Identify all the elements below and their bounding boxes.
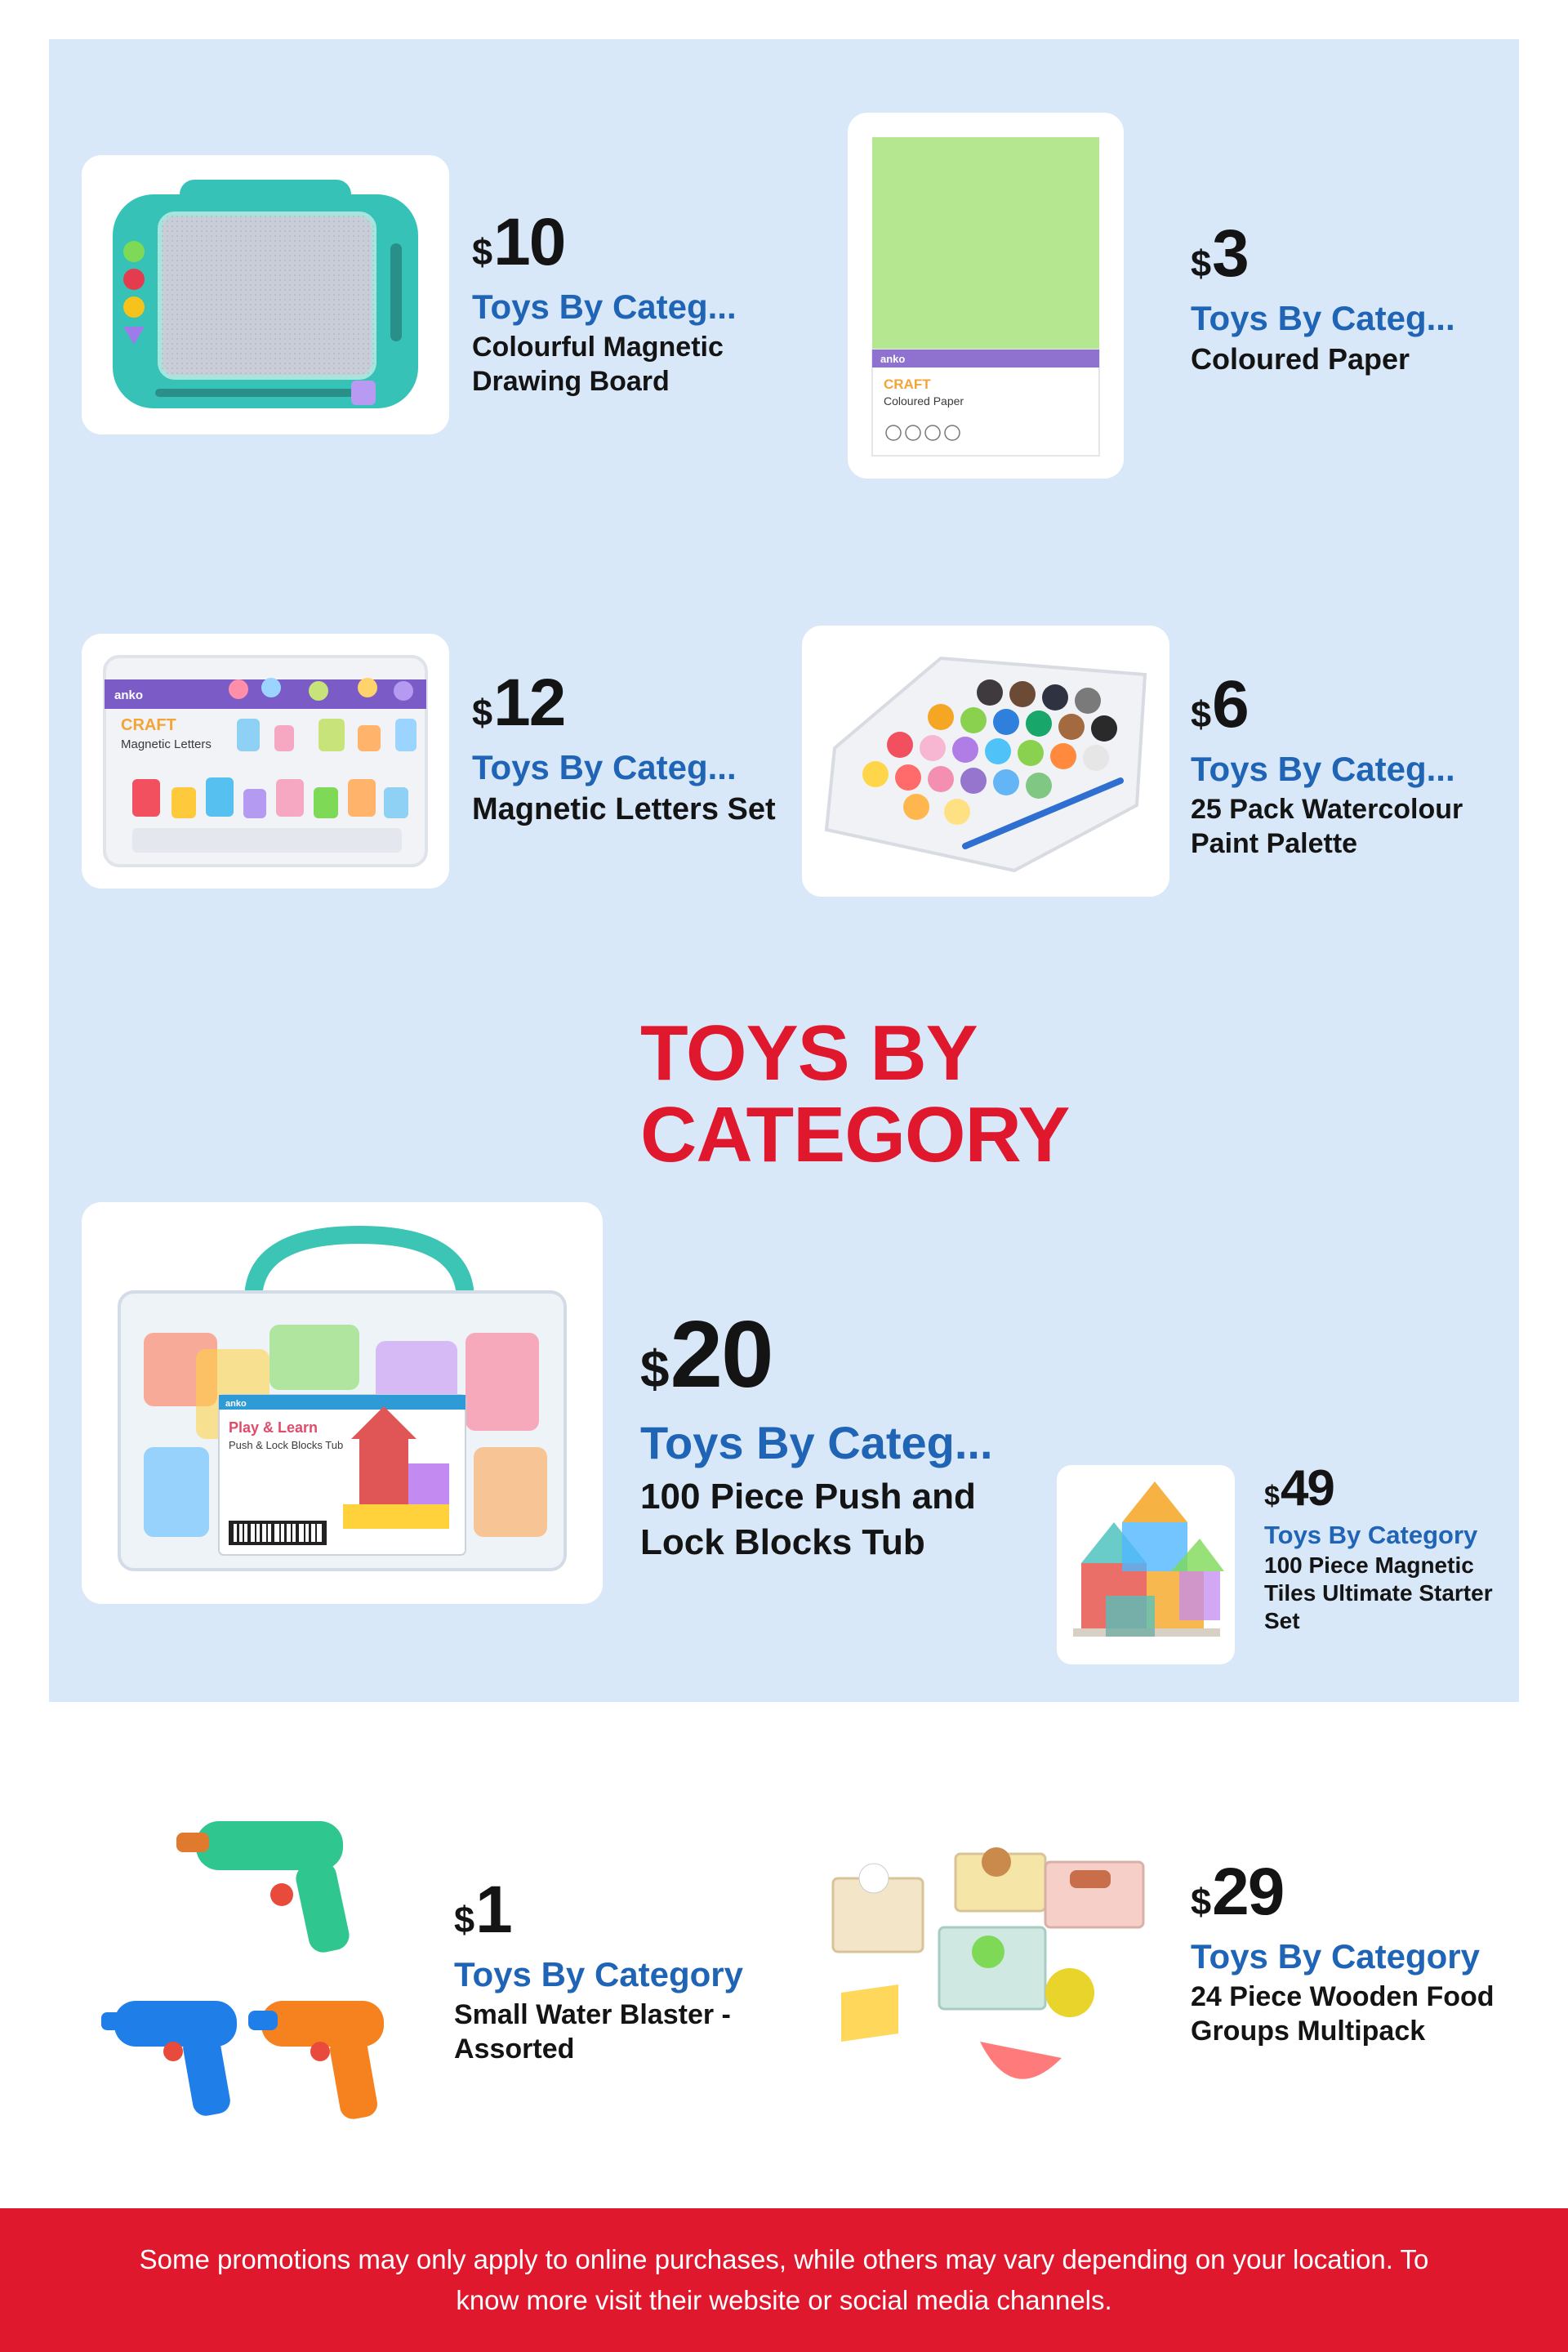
product-image-card[interactable] — [82, 634, 449, 889]
wooden-food-image — [825, 1829, 1152, 2115]
product-info — [1264, 1460, 1519, 1635]
product-name[interactable]: Coloured Paper — [1191, 342, 1410, 376]
product-name[interactable]: Colourful Magnetic Drawing Board — [472, 332, 724, 397]
product-image-card[interactable] — [82, 155, 449, 434]
product-name[interactable]: 100 Piece Push and Lock Blocks Tub — [640, 1477, 976, 1562]
watercolour-palette-image — [802, 626, 1169, 897]
product-image-card[interactable] — [848, 113, 1124, 479]
category-link[interactable]: Toys By Categ... — [472, 748, 737, 786]
price: $ 10 — [472, 205, 565, 279]
magnetic-drawing-board-image — [82, 155, 449, 434]
disclaimer-footer — [0, 2208, 1568, 2352]
product-info — [472, 666, 815, 828]
category-link[interactable]: Toys By Categ... — [1191, 299, 1455, 337]
category-link[interactable]: Toys By Categ... — [640, 1417, 993, 1468]
product-image[interactable] — [98, 1797, 416, 2140]
product-image-card[interactable] — [1057, 1465, 1235, 1664]
blocks-tub-image — [82, 1202, 603, 1604]
product-image[interactable] — [825, 1829, 1152, 2115]
product-name[interactable]: Magnetic Letters Set — [472, 792, 776, 826]
magnetic-letters-image — [82, 634, 449, 889]
category-link[interactable]: Toys By Categ... — [472, 287, 737, 326]
section-heading: TOYS BY CATEGORY — [640, 1009, 1070, 1178]
magnetic-tiles-image — [1057, 1465, 1235, 1664]
product-name[interactable]: 25 Pack Watercolour Paint Palette — [1191, 794, 1463, 859]
svg-text:Magnetic Letters: Magnetic Letters — [121, 737, 212, 751]
coloured-paper-image — [848, 113, 1124, 479]
price: $ 20 — [640, 1301, 773, 1407]
product-name[interactable]: Small Water Blaster - Assorted — [454, 1999, 731, 2065]
svg-text:CRAFT: CRAFT — [121, 716, 176, 734]
category-link[interactable]: Toys By Category — [1264, 1521, 1478, 1549]
product-name[interactable]: 24 Piece Wooden Food Groups Multipack — [1191, 1981, 1494, 2047]
product-image-card[interactable] — [802, 626, 1169, 897]
price: $ 29 — [1191, 1855, 1284, 1929]
product-name[interactable]: 100 Piece Magnetic Tiles Ultimate Starter Set — [1264, 1552, 1493, 1633]
svg-text:anko: anko — [225, 1399, 247, 1409]
product-info — [472, 205, 815, 399]
svg-text:CRAFT: CRAFT — [884, 376, 931, 392]
disclaimer-text: Some promotions may only apply to online purchases, while others may vary depending on your location. To know more visit their website or social media channels. — [139, 2244, 1429, 2315]
product-info — [454, 1873, 797, 2066]
product-info — [1191, 216, 1501, 377]
category-link[interactable]: Toys By Category — [1191, 1937, 1480, 1976]
category-link[interactable]: Toys By Category — [454, 1955, 743, 1993]
svg-text:Coloured Paper: Coloured Paper — [884, 394, 964, 408]
price: $ 6 — [1191, 667, 1248, 742]
price: $ 1 — [454, 1873, 511, 1947]
category-link[interactable]: Toys By Categ... — [1191, 750, 1455, 788]
product-info — [1191, 667, 1517, 861]
product-info — [640, 1301, 1049, 1566]
product-image-card[interactable] — [82, 1202, 603, 1604]
svg-text:anko: anko — [880, 353, 906, 365]
product-info — [1191, 1855, 1534, 2048]
price: $ 12 — [472, 666, 565, 740]
price: $ 49 — [1264, 1460, 1334, 1517]
svg-text:anko: anko — [114, 688, 144, 702]
price: $ 3 — [1191, 216, 1248, 291]
svg-text:Play & Learn: Play & Learn — [229, 1419, 318, 1436]
svg-text:Push & Lock Blocks Tub: Push & Lock Blocks Tub — [229, 1439, 344, 1451]
water-blaster-image — [98, 1797, 416, 2140]
